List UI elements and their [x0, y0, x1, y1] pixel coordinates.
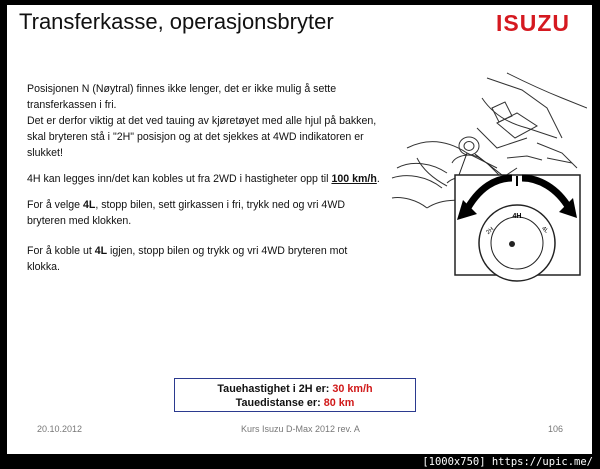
transfer-switch-illustration [387, 68, 587, 283]
towing-speed-value: 30 km/h [332, 383, 373, 395]
paragraph-neutral: Posisjonen N (Nøytral) finnes ikke lenger, det er ikke mulig å sette transferkassen i fri. [27, 83, 337, 111]
slide [7, 5, 592, 454]
watermark: [1000x750] https://upic.me/ [419, 455, 596, 469]
footer-date: 20.10.2012 [37, 424, 83, 434]
speed-limit: 100 km/h [331, 173, 377, 185]
paragraph-4l-select: For å velge 4L, stopp bilen, sett girkassen i fri, trykk ned og vri 4WD bryteren med klokken. [27, 199, 345, 227]
towing-info-box [174, 378, 416, 412]
paragraph-4l-release: For å koble ut 4L igjen, stopp bilen og trykk og vri 4WD bryteren mot klokka. [27, 245, 348, 273]
dial-label-4l: 4L [540, 225, 550, 235]
isuzu-logo: ISUZU [496, 10, 570, 36]
footer-page-number: 106 [548, 424, 564, 434]
footer-course: Kurs Isuzu D-Max 2012 rev. A [241, 424, 360, 434]
dial-label-4h: 4H [512, 213, 522, 220]
dial-label-2h: 2H [485, 226, 496, 236]
paragraph-towing: Det er derfor viktig at det ved tauing av kjøretøyet med alle hjul på bakken, skal bryteren stå i "2H" posisjon og at det sjekkes at 4WD indikatoren er slukket! [27, 115, 377, 159]
towing-speed-line: Tauehastighet i 2H er: 30 km/h [217, 383, 373, 395]
slide-body [27, 81, 382, 275]
towing-distance-value: 80 km [323, 397, 355, 409]
paragraph-4h: 4H kan legges inn/det kan kobles ut fra 2WD i hastigheter opp til 100 km/h. [27, 173, 380, 185]
slide-title: Transferkasse, operasjonsbryter [19, 9, 334, 34]
towing-distance-line: Tauedistanse er: 80 km [235, 397, 355, 409]
